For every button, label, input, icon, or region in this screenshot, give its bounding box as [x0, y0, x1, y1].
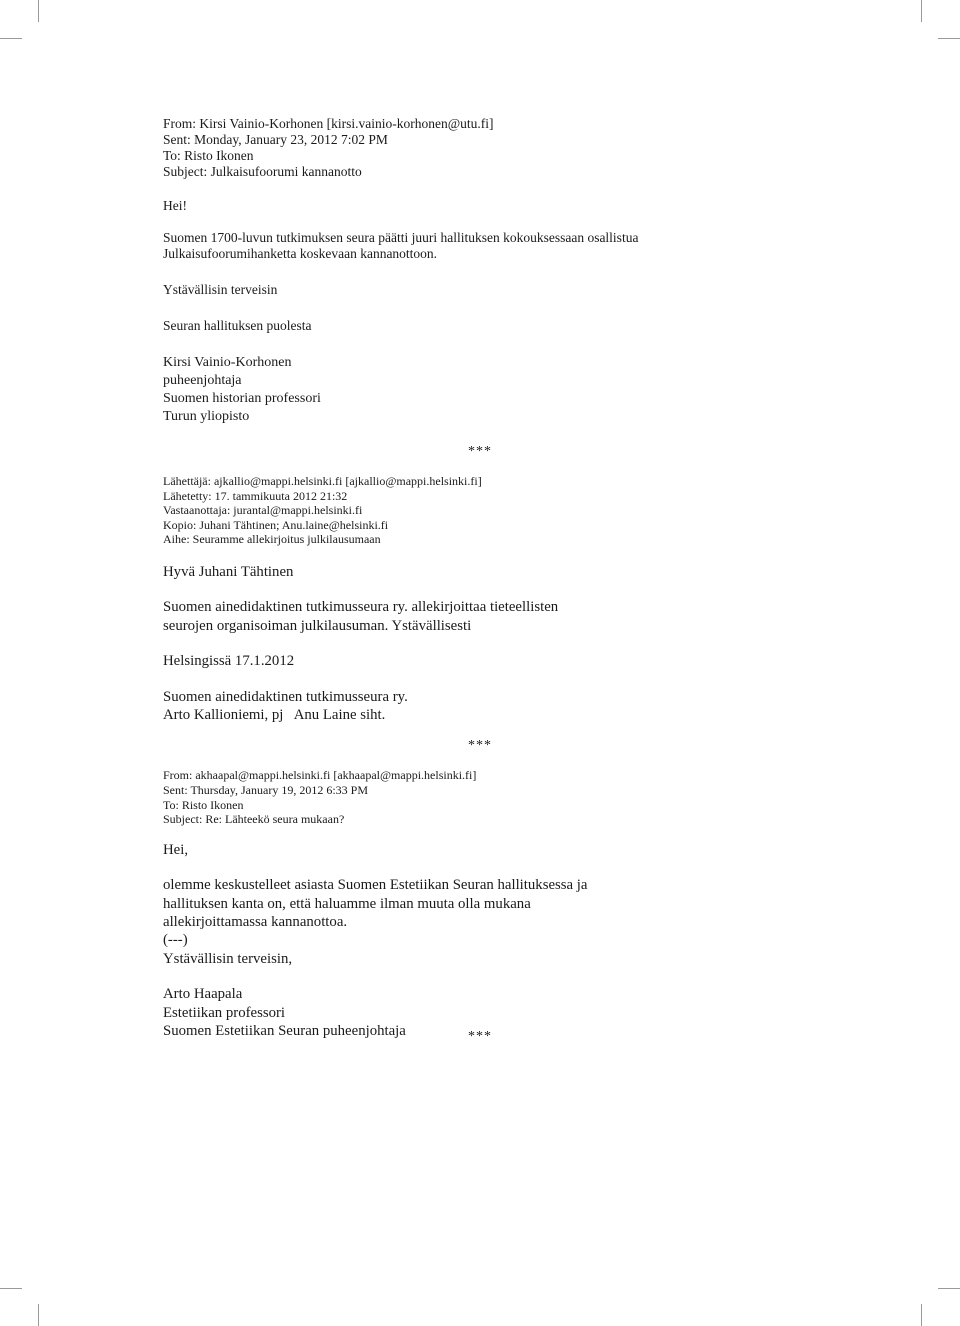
- email-header: [163, 768, 723, 826]
- crop-mark: [0, 38, 22, 39]
- body-line: Suomen ainedidaktinen tutkimusseura ry. allekirjoittaa tieteellisten: [163, 599, 559, 616]
- on-behalf: Seuran hallituksen puolesta: [163, 318, 312, 333]
- header-from: Lähettäjä: ajkallio@mappi.helsinki.fi [ajkallio@mappi.helsinki.fi]: [163, 474, 482, 488]
- signature-line: Kirsi Vainio-Korhonen: [163, 355, 292, 370]
- email-header: [163, 474, 723, 547]
- body-line: Ystävällisin terveisin,: [163, 950, 293, 967]
- crop-mark: [938, 38, 960, 39]
- signature: [163, 985, 723, 1045]
- place-date: Helsingissä 17.1.2012: [163, 653, 295, 670]
- header-subject: Subject: Re: Lähteekö seura mukaan?: [163, 812, 345, 827]
- header-sent: Lähetetty: 17. tammikuuta 2012 21:32: [163, 488, 348, 503]
- crop-mark: [0, 1288, 22, 1289]
- header-from: From: akhaapal@mappi.helsinki.fi [akhaapal@mappi.helsinki.fi]: [163, 768, 477, 783]
- email-2: [163, 474, 723, 724]
- email-header: [163, 116, 723, 180]
- greeting: Hyvä Juhani Tähtinen: [163, 563, 294, 580]
- body-line: seurojen organisoiman julkilausuman. Ystävällisesti: [163, 617, 472, 634]
- greeting: Hei,: [163, 841, 189, 858]
- signature-line: Turun yliopisto: [163, 409, 250, 424]
- body-line: olemme keskustelleet asiasta Suomen Estetiikan Seuran hallituksessa ja: [163, 877, 588, 894]
- separator: ***: [468, 444, 492, 459]
- header-subject: Aihe: Seuramme allekirjoitus julkilausumaan: [163, 532, 381, 547]
- greeting: Hei!: [163, 198, 187, 213]
- crop-mark: [38, 0, 39, 22]
- crop-mark: [921, 0, 922, 22]
- closing: Ystävällisin terveisin: [163, 282, 278, 297]
- crop-mark: [921, 1304, 922, 1326]
- signature-line: Suomen historian professori: [163, 391, 321, 406]
- signature-line: puheenjohtaja: [163, 373, 242, 388]
- email-1: [163, 116, 723, 426]
- email-3: [163, 768, 723, 1045]
- signature: [163, 354, 723, 426]
- separator: ***: [468, 1029, 492, 1045]
- signature-line: Suomen Estetiikan Seuran puheenjohtaja: [163, 1023, 406, 1040]
- header-sent: Sent: Monday, January 23, 2012 7:02 PM: [163, 132, 388, 147]
- signature: [163, 688, 723, 725]
- crop-mark: [938, 1288, 960, 1289]
- body-line: Suomen 1700-luvun tutkimuksen seura päätti juuri hallituksen kokouksessaan osallistua: [163, 230, 639, 245]
- header-to: To: Risto Ikonen: [163, 797, 244, 812]
- body-line: (---): [163, 932, 188, 949]
- separator: ***: [468, 738, 492, 754]
- body-line: hallituksen kanta on, että haluamme ilman muuta olla mukana: [163, 895, 531, 912]
- header-to: Vastaanottaja: jurantal@mappi.helsinki.fi: [163, 503, 363, 518]
- signature-line: Estetiikan professori: [163, 1004, 286, 1021]
- crop-mark: [38, 1304, 39, 1326]
- header-to: To: Risto Ikonen: [163, 148, 254, 163]
- document-body: [163, 116, 723, 1045]
- signature-line: Suomen ainedidaktinen tutkimusseura ry.: [163, 688, 408, 705]
- header-from: From: Kirsi Vainio-Korhonen [kirsi.vainio-korhonen@utu.fi]: [163, 116, 494, 131]
- signature-line: Arto Kallioniemi, pj Anu Laine siht.: [163, 707, 386, 723]
- body-line: allekirjoittamassa kannanottoa.: [163, 914, 348, 930]
- header-cc: Kopio: Juhani Tähtinen; Anu.laine@helsinki.fi: [163, 517, 389, 532]
- header-subject: Subject: Julkaisufoorumi kannanotto: [163, 164, 362, 179]
- body-line: Julkaisufoorumihanketta koskevaan kannanottoon.: [163, 246, 438, 261]
- signature-line: Arto Haapala: [163, 986, 243, 1003]
- header-sent: Sent: Thursday, January 19, 2012 6:33 PM: [163, 783, 368, 797]
